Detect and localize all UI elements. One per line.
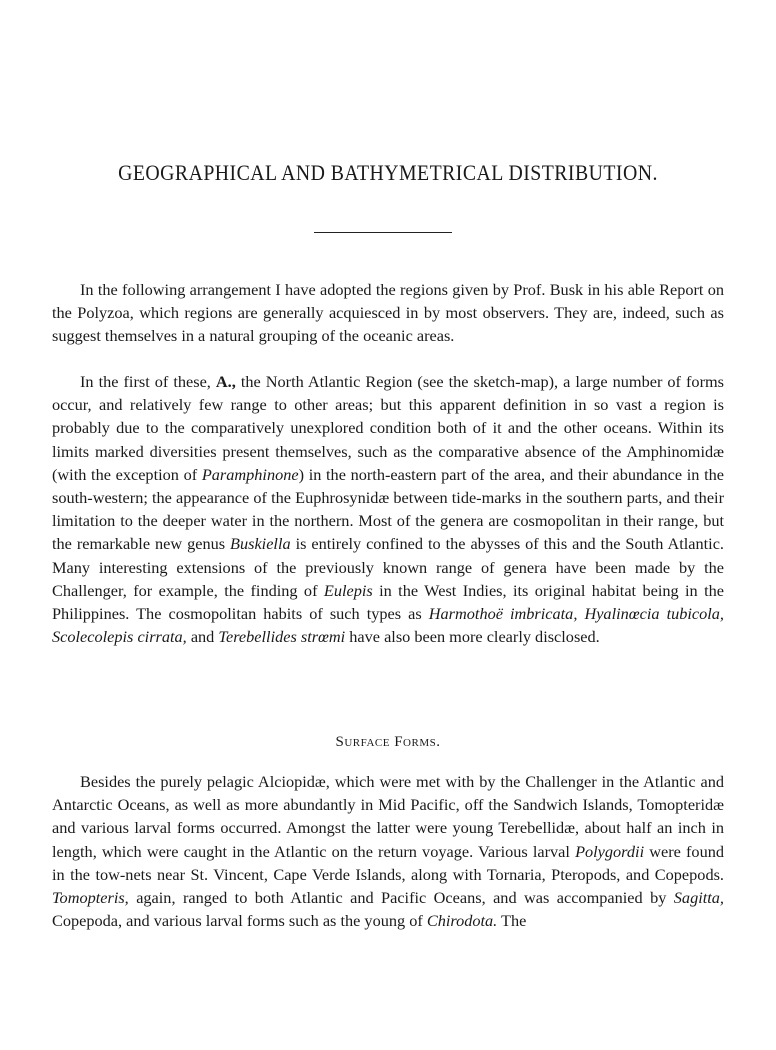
species-names: Harmothoë imbricata, Hyalinœcia tubicola, Scolecolepis cirrata, [52,604,724,647]
paragraph-surface-forms [52,770,724,932]
paragraph-north-atlantic [52,370,724,648]
page-title: GEOGRAPHICAL AND BATHYMETRICAL DISTRIBUTION. [118,160,658,185]
paragraph-intro [52,278,724,348]
text-run: and [186,627,219,647]
text-run: have also been more clearly disclosed. [345,627,600,647]
paragraph-text [52,770,724,932]
genus-name: Sagitta, [673,888,724,908]
section-heading: Surface Forms. [335,734,441,750]
paragraph-text [52,370,724,648]
text-run: again, ranged to both Atlantic and Pacific Oceans, and was accompanied by [128,888,674,908]
region-letter: A., [215,372,236,391]
genus-name: Chirodota. [426,911,498,931]
text-run: ) in the north-eastern part of the area, and their abundance in the south-western; the appearance of the Euphrosynidæ between tide-marks in the southern parts, and their limitation to the deeper water in the northern. Most of the genera are cosmopolitan in their range, but the remarkable new genus [52,464,725,554]
genus-name: Tomopteris, [52,888,129,908]
text-run: The [497,911,527,931]
title-divider [314,232,452,233]
text-run: In the first of these, [80,372,216,391]
species-name: Terebellides strœmi [218,627,346,647]
text-run: were found in the tow-nets near St. Vincent, Cape Verde Islands, along with Tornaria, Pteropods, and Copepods. [52,841,724,884]
genus-name: Paramphinone [201,464,299,484]
genus-name: Polygordii [575,841,645,861]
paragraph-text: In the following arrangement I have adopted the regions given by Prof. Busk in his able Report on the Polyzoa, which regions are generally acquiesced in by most observers. They are, indeed, such as suggest themselves in a natural grouping of the oceanic areas. [52,280,724,346]
text-run: Besides the purely pelagic Alciopidæ, which were met with by the Challenger in the Atlantic and Antarctic Oceans, as well as more abundantly in Mid Pacific, off the Sandwich Islands, Tomopteridæ and various larval forms occurred. Amongst the latter were young Terebellidæ, about half an inch in length, which were caught in the Atlantic on the return voyage. Various larval [52,772,724,861]
text-run: is entirely confined to the abysses of this and the South Atlantic. Many interesting extensions of the previously known range of genera have been made by the Challenger, for example, the finding of [52,534,724,600]
text-run: in the West Indies, its original habitat being in the Philippines. The cosmopolitan habits of such types as [52,580,724,624]
genus-name: Buskiella [230,534,291,554]
genus-name: Eulepis [323,580,373,600]
text-run: the North Atlantic Region (see the sketch-map), a large number of forms occur, and relatively few range to other areas; but this apparent definition in so vast a region is probably due to the comparatively unexplored condition both of it and the other oceans. Within its limits marked diversities present themselves, such as the comparative absence of the Amphinomidæ (with the exception of [52,372,724,484]
text-run: Copepoda, and various larval forms such as the young of [52,911,427,931]
